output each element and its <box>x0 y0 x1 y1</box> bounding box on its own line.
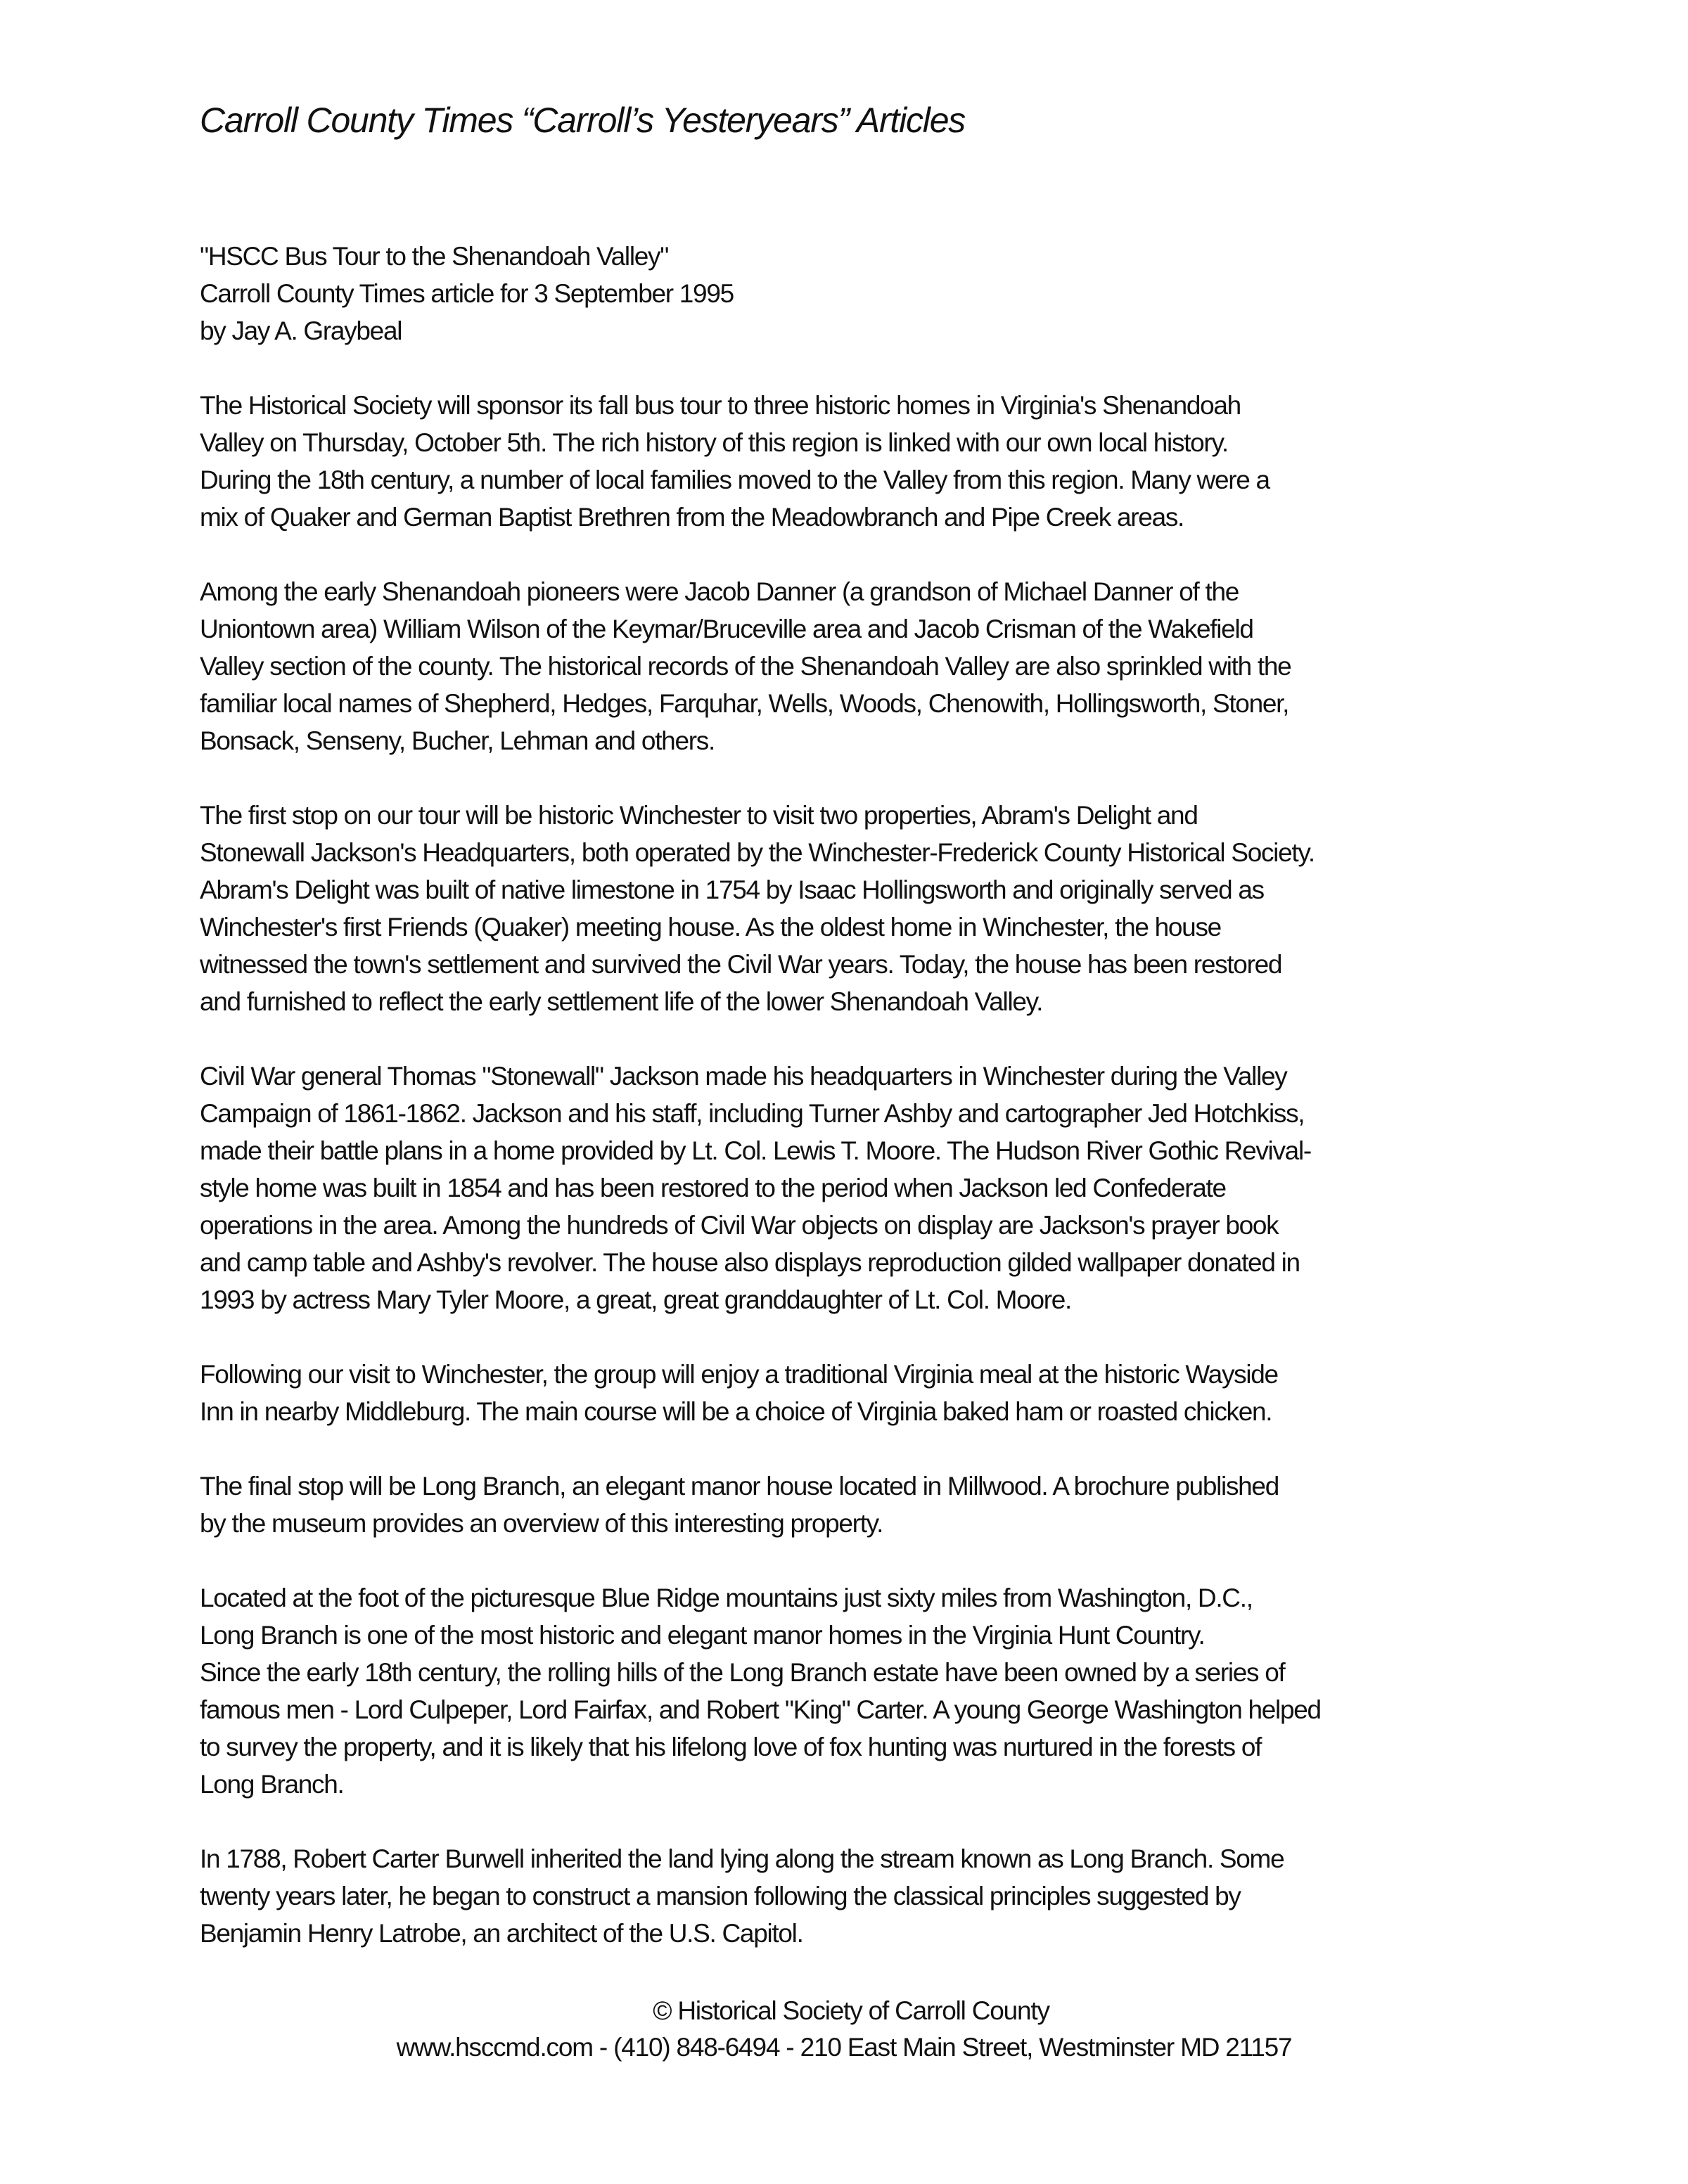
paragraph-line: Long Branch. <box>200 1770 344 1799</box>
paragraph-line: twenty years later, he began to construct a mansion following the classical principles suggested by <box>200 1882 1241 1910</box>
paragraph-line: mix of Quaker and German Baptist Brethren from the Meadowbranch and Pipe Creek areas. <box>200 503 1184 532</box>
article-paragraphs <box>200 387 1321 1952</box>
paragraph-line: Winchester's first Friends (Quaker) meeting house. As the oldest home in Winchester, the house <box>200 913 1221 942</box>
paragraph-line: made their battle plans in a home provided by Lt. Col. Lewis T. Moore. The Hudson River Gothic Revival- <box>200 1136 1311 1165</box>
article-headline: "HSCC Bus Tour to the Shenandoah Valley" <box>200 242 669 271</box>
paragraph-line: The final stop will be Long Branch, an elegant manor house located in Millwood. A brochure published <box>200 1472 1279 1501</box>
paragraph-line: Uniontown area) William Wilson of the Keymar/Bruceville area and Jacob Crisman of the Wakefield <box>200 615 1253 643</box>
paragraph-line: Since the early 18th century, the rolling hills of the Long Branch estate have been owned by a series of <box>200 1658 1285 1687</box>
paragraph-line: Among the early Shenandoah pioneers were Jacob Danner (a grandson of Michael Danner of the <box>200 577 1239 606</box>
article-publication: Carroll County Times article for 3 September 1995 <box>200 279 734 308</box>
paragraph-line: famous men - Lord Culpeper, Lord Fairfax, and Robert "King" Carter. A young George Washington helped <box>200 1695 1321 1724</box>
article-paragraph <box>200 1467 1321 1542</box>
paragraph-line: Abram's Delight was built of native limestone in 1754 by Isaac Hollingsworth and originally served as <box>200 875 1264 904</box>
article-paragraph <box>200 797 1321 1020</box>
article-paragraph <box>200 573 1321 759</box>
footer-contact: www.hsccmd.com - (410) 848-6494 - 210 East Main Street, Westminster MD 21157 <box>396 2033 1292 2062</box>
paragraph-line: Civil War general Thomas "Stonewall" Jackson made his headquarters in Winchester during the Valley <box>200 1062 1287 1091</box>
paragraph-line: and furnished to reflect the early settlement life of the lower Shenandoah Valley. <box>200 987 1043 1016</box>
paragraph-line: Valley on Thursday, October 5th. The rich history of this region is linked with our own local history. <box>200 428 1228 457</box>
paragraph-line: by the museum provides an overview of this interesting property. <box>200 1509 883 1538</box>
footer-copyright: © Historical Society of Carroll County <box>653 1996 1049 2025</box>
paragraph-line: Following our visit to Winchester, the group will enjoy a traditional Virginia meal at the historic Wayside <box>200 1360 1278 1389</box>
article-header <box>200 238 1321 349</box>
article-paragraph <box>200 1058 1321 1318</box>
article-paragraph <box>200 1356 1321 1430</box>
page-footer <box>0 1993 1688 2066</box>
paragraph-line: 1993 by actress Mary Tyler Moore, a great, great granddaughter of Lt. Col. Moore. <box>200 1285 1072 1314</box>
paragraph-line: Valley section of the county. The historical records of the Shenandoah Valley are also sprinkled with the <box>200 652 1291 681</box>
article-byline: by Jay A. Graybeal <box>200 316 402 345</box>
paragraph-line: to survey the property, and it is likely that his lifelong love of fox hunting was nurtured in the forests of <box>200 1733 1262 1761</box>
paragraph-line: operations in the area. Among the hundreds of Civil War objects on display are Jackson's prayer book <box>200 1211 1279 1240</box>
paragraph-line: Benjamin Henry Latrobe, an architect of the U.S. Capitol. <box>200 1919 803 1948</box>
paragraph-line: Stonewall Jackson's Headquarters, both operated by the Winchester-Frederick County Historical Society. <box>200 838 1315 867</box>
paragraph-line: Long Branch is one of the most historic and elegant manor homes in the Virginia Hunt Country. <box>200 1621 1205 1650</box>
paragraph-line: Inn in nearby Middleburg. The main course will be a choice of Virginia baked ham or roasted chicken. <box>200 1397 1272 1426</box>
paragraph-line: Bonsack, Senseny, Bucher, Lehman and others. <box>200 726 715 755</box>
paragraph-line: witnessed the town's settlement and survived the Civil War years. Today, the house has been restored <box>200 950 1282 979</box>
paragraph-line: The first stop on our tour will be historic Winchester to visit two properties, Abram's Delight and <box>200 801 1198 830</box>
paragraph-line: style home was built in 1854 and has been restored to the period when Jackson led Confederate <box>200 1174 1226 1202</box>
article-body <box>200 238 1321 1989</box>
paragraph-line: familiar local names of Shepherd, Hedges, Farquhar, Wells, Woods, Chenowith, Hollingsworth, Stoner, <box>200 689 1289 718</box>
paragraph-line: and camp table and Ashby's revolver. The house also displays reproduction gilded wallpaper donated in <box>200 1248 1300 1277</box>
document-title: Carroll County Times “Carroll’s Yesteryears” Articles <box>200 101 966 140</box>
paragraph-line: Campaign of 1861-1862. Jackson and his staff, including Turner Ashby and cartographer Jed Hotchkiss, <box>200 1099 1305 1128</box>
paragraph-line: During the 18th century, a number of local families moved to the Valley from this region. Many were a <box>200 465 1270 494</box>
article-paragraph <box>200 387 1321 536</box>
paragraph-line: In 1788, Robert Carter Burwell inherited the land lying along the stream known as Long Branch. Some <box>200 1844 1284 1873</box>
article-paragraph <box>200 1840 1321 1952</box>
paragraph-line: The Historical Society will sponsor its fall bus tour to three historic homes in Virginia's Shenandoah <box>200 391 1241 420</box>
article-paragraph <box>200 1579 1321 1803</box>
paragraph-line: Located at the foot of the picturesque Blue Ridge mountains just sixty miles from Washington, D.C., <box>200 1584 1253 1612</box>
